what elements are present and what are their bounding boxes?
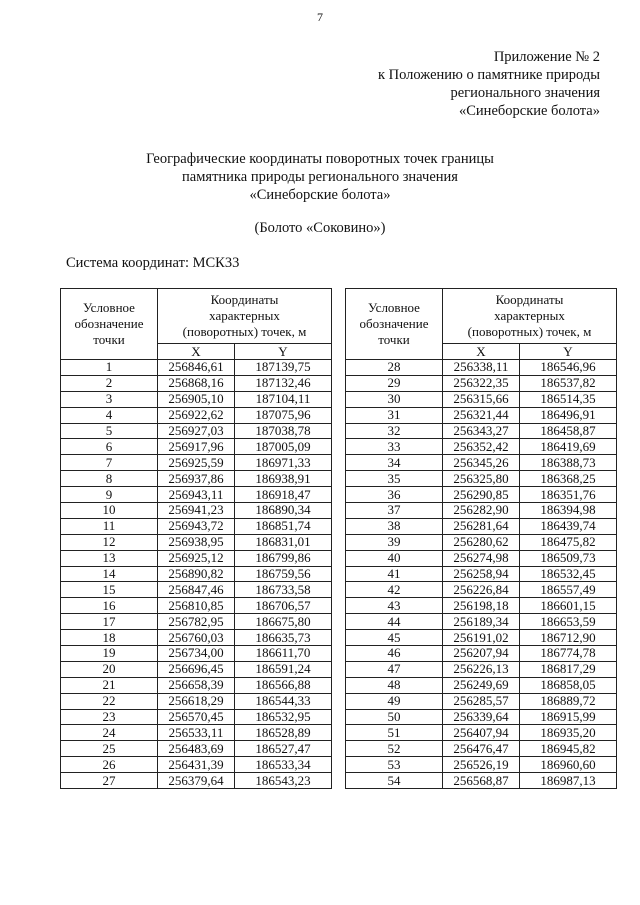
x-coordinate-cell: 256226,84	[443, 582, 520, 598]
point-header	[346, 289, 443, 360]
y-coordinate-cell: 186546,96	[520, 360, 617, 376]
y-coordinate-cell: 186557,49	[520, 582, 617, 598]
x-coordinate-cell: 256696,45	[158, 661, 235, 677]
x-coordinate-cell: 256274,98	[443, 550, 520, 566]
x-coordinate-cell: 256868,16	[158, 375, 235, 391]
coordinates-table-left	[60, 288, 332, 789]
point-number-cell: 20	[61, 661, 158, 677]
y-coordinate-cell: 186759,56	[235, 566, 332, 582]
point-number-cell: 31	[346, 407, 443, 423]
y-coordinate-cell: 186889,72	[520, 693, 617, 709]
table-row	[346, 614, 617, 630]
point-number-cell: 37	[346, 503, 443, 519]
point-number-cell: 24	[61, 725, 158, 741]
point-number-cell: 16	[61, 598, 158, 614]
table-row	[61, 550, 332, 566]
x-coordinate-cell: 256526,19	[443, 757, 520, 773]
header-line: точки	[378, 332, 410, 347]
y-coordinate-cell: 187104,11	[235, 391, 332, 407]
title-line: памятника природы регионального значения	[182, 169, 458, 185]
point-number-cell: 40	[346, 550, 443, 566]
y-coordinate-cell: 186368,25	[520, 471, 617, 487]
point-number-cell: 18	[61, 630, 158, 646]
table-row	[346, 534, 617, 550]
point-number-cell: 43	[346, 598, 443, 614]
x-coordinate-cell: 256937,86	[158, 471, 235, 487]
point-number-cell: 4	[61, 407, 158, 423]
y-coordinate-cell: 186532,45	[520, 566, 617, 582]
y-coordinate-cell: 186532,95	[235, 709, 332, 725]
y-coordinate-cell: 186528,89	[235, 725, 332, 741]
point-number-cell: 27	[61, 773, 158, 789]
table-row	[61, 661, 332, 677]
x-header: X	[158, 344, 235, 360]
point-number-cell: 47	[346, 661, 443, 677]
header-line: характерных	[209, 308, 280, 323]
x-coordinate-cell: 256847,46	[158, 582, 235, 598]
y-header: Y	[235, 344, 332, 360]
appendix-line: «Синеборские болота»	[459, 103, 600, 119]
point-number-cell: 34	[346, 455, 443, 471]
x-coordinate-cell: 256226,13	[443, 661, 520, 677]
document-subtitle: (Болото «Соковино»)	[254, 220, 386, 236]
y-coordinate-cell: 186706,57	[235, 598, 332, 614]
table-row	[346, 757, 617, 773]
y-coordinate-cell: 186831,01	[235, 534, 332, 550]
x-coordinate-cell: 256846,61	[158, 360, 235, 376]
table-row	[346, 566, 617, 582]
table-row	[61, 566, 332, 582]
table-row	[61, 709, 332, 725]
point-number-cell: 30	[346, 391, 443, 407]
header-line: Условное	[368, 300, 420, 315]
y-coordinate-cell: 186533,34	[235, 757, 332, 773]
y-coordinate-cell: 186394,98	[520, 503, 617, 519]
y-coordinate-cell: 186774,78	[520, 646, 617, 662]
point-number-cell: 2	[61, 375, 158, 391]
x-coordinate-cell: 256249,69	[443, 677, 520, 693]
x-coordinate-cell: 256483,69	[158, 741, 235, 757]
table-row	[346, 661, 617, 677]
y-coordinate-cell: 186675,80	[235, 614, 332, 630]
point-number-cell: 22	[61, 693, 158, 709]
x-coordinate-cell: 256338,11	[443, 360, 520, 376]
point-number-cell: 51	[346, 725, 443, 741]
title-line: Географические координаты поворотных точек границы	[146, 151, 494, 167]
point-number-cell: 23	[61, 709, 158, 725]
table-row	[346, 439, 617, 455]
page-number: 7	[317, 10, 323, 24]
y-coordinate-cell: 187038,78	[235, 423, 332, 439]
y-coordinate-cell: 186915,99	[520, 709, 617, 725]
x-coordinate-cell: 256325,80	[443, 471, 520, 487]
table-row	[61, 360, 332, 376]
x-coordinate-cell: 256568,87	[443, 773, 520, 789]
header-line: характерных	[494, 308, 565, 323]
point-number-cell: 6	[61, 439, 158, 455]
table-row	[61, 375, 332, 391]
y-coordinate-cell: 186938,91	[235, 471, 332, 487]
table-row	[346, 725, 617, 741]
point-number-cell: 21	[61, 677, 158, 693]
point-number-cell: 5	[61, 423, 158, 439]
x-coordinate-cell: 256379,64	[158, 773, 235, 789]
y-coordinate-cell: 187139,75	[235, 360, 332, 376]
x-coordinate-cell: 256927,03	[158, 423, 235, 439]
table-row	[61, 407, 332, 423]
y-coordinate-cell: 186543,23	[235, 773, 332, 789]
x-coordinate-cell: 256345,26	[443, 455, 520, 471]
header-line: (поворотных) точек, м	[182, 324, 307, 339]
y-coordinate-cell: 187005,09	[235, 439, 332, 455]
table-row	[346, 407, 617, 423]
table-row	[346, 471, 617, 487]
x-coordinate-cell: 256943,72	[158, 518, 235, 534]
y-coordinate-cell: 186388,73	[520, 455, 617, 471]
header-line: обозначение	[74, 316, 144, 331]
x-coordinate-cell: 256658,39	[158, 677, 235, 693]
x-coordinate-cell: 256943,11	[158, 487, 235, 503]
table-row	[346, 391, 617, 407]
table-row	[346, 423, 617, 439]
table-row	[61, 693, 332, 709]
y-header: Y	[520, 344, 617, 360]
y-coordinate-cell: 186351,76	[520, 487, 617, 503]
point-number-cell: 36	[346, 487, 443, 503]
x-coordinate-cell: 256280,62	[443, 534, 520, 550]
point-number-cell: 50	[346, 709, 443, 725]
x-coordinate-cell: 256760,03	[158, 630, 235, 646]
x-coordinate-cell: 256407,94	[443, 725, 520, 741]
table-row	[61, 757, 332, 773]
point-number-cell: 17	[61, 614, 158, 630]
x-coordinate-cell: 256282,90	[443, 503, 520, 519]
point-number-cell: 33	[346, 439, 443, 455]
x-coordinate-cell: 256339,64	[443, 709, 520, 725]
point-number-cell: 12	[61, 534, 158, 550]
x-coordinate-cell: 256315,66	[443, 391, 520, 407]
table-row	[61, 741, 332, 757]
point-number-cell: 29	[346, 375, 443, 391]
y-coordinate-cell: 186971,33	[235, 455, 332, 471]
point-number-cell: 35	[346, 471, 443, 487]
y-coordinate-cell: 186496,91	[520, 407, 617, 423]
header-line: Координаты	[495, 292, 564, 307]
y-coordinate-cell: 186858,05	[520, 677, 617, 693]
point-number-cell: 48	[346, 677, 443, 693]
point-number-cell: 53	[346, 757, 443, 773]
x-coordinate-cell: 256618,29	[158, 693, 235, 709]
table-row	[346, 630, 617, 646]
table-row	[346, 518, 617, 534]
document-title	[0, 150, 640, 204]
y-coordinate-cell: 186960,60	[520, 757, 617, 773]
x-coordinate-cell: 256290,85	[443, 487, 520, 503]
header-line: обозначение	[359, 316, 429, 331]
point-number-cell: 26	[61, 757, 158, 773]
point-number-cell: 28	[346, 360, 443, 376]
appendix-line: к Положению о памятнике природы	[377, 67, 600, 83]
x-coordinate-cell: 256905,10	[158, 391, 235, 407]
table-row	[346, 598, 617, 614]
header-line: Координаты	[210, 292, 279, 307]
point-number-cell: 32	[346, 423, 443, 439]
point-number-cell: 19	[61, 646, 158, 662]
table-row	[346, 360, 617, 376]
y-coordinate-cell: 186527,47	[235, 741, 332, 757]
table-row	[61, 471, 332, 487]
table-row	[61, 439, 332, 455]
point-number-cell: 15	[61, 582, 158, 598]
y-coordinate-cell: 186799,86	[235, 550, 332, 566]
point-number-cell: 52	[346, 741, 443, 757]
y-coordinate-cell: 186733,58	[235, 582, 332, 598]
coordinates-header	[443, 289, 617, 344]
table-row	[346, 741, 617, 757]
coordinates-header	[158, 289, 332, 344]
point-number-cell: 7	[61, 455, 158, 471]
y-coordinate-cell: 186611,70	[235, 646, 332, 662]
x-coordinate-cell: 256343,27	[443, 423, 520, 439]
x-coordinate-cell: 256890,82	[158, 566, 235, 582]
y-coordinate-cell: 186890,34	[235, 503, 332, 519]
y-coordinate-cell: 186419,69	[520, 439, 617, 455]
y-coordinate-cell: 186475,82	[520, 534, 617, 550]
y-coordinate-cell: 186544,33	[235, 693, 332, 709]
table-row	[346, 677, 617, 693]
y-coordinate-cell: 186514,35	[520, 391, 617, 407]
appendix-line: регионального значения	[450, 85, 600, 101]
point-number-cell: 14	[61, 566, 158, 582]
x-header: X	[443, 344, 520, 360]
x-coordinate-cell: 256198,18	[443, 598, 520, 614]
point-number-cell: 8	[61, 471, 158, 487]
point-header	[61, 289, 158, 360]
coordinate-system: Система координат: МСК33	[66, 255, 240, 271]
y-coordinate-cell: 186712,90	[520, 630, 617, 646]
y-coordinate-cell: 186987,13	[520, 773, 617, 789]
y-coordinate-cell: 186653,59	[520, 614, 617, 630]
y-coordinate-cell: 186851,74	[235, 518, 332, 534]
x-coordinate-cell: 256570,45	[158, 709, 235, 725]
y-coordinate-cell: 186439,74	[520, 518, 617, 534]
point-number-cell: 10	[61, 503, 158, 519]
y-coordinate-cell: 187075,96	[235, 407, 332, 423]
y-coordinate-cell: 186817,29	[520, 661, 617, 677]
y-coordinate-cell: 186945,82	[520, 741, 617, 757]
x-coordinate-cell: 256938,95	[158, 534, 235, 550]
x-coordinate-cell: 256734,00	[158, 646, 235, 662]
table-row	[346, 693, 617, 709]
point-number-cell: 9	[61, 487, 158, 503]
x-coordinate-cell: 256191,02	[443, 630, 520, 646]
header-line: Условное	[83, 300, 135, 315]
x-coordinate-cell: 256782,95	[158, 614, 235, 630]
point-number-cell: 39	[346, 534, 443, 550]
x-coordinate-cell: 256258,94	[443, 566, 520, 582]
x-coordinate-cell: 256285,57	[443, 693, 520, 709]
table-row	[61, 677, 332, 693]
x-coordinate-cell: 256322,35	[443, 375, 520, 391]
x-coordinate-cell: 256925,12	[158, 550, 235, 566]
point-number-cell: 25	[61, 741, 158, 757]
y-coordinate-cell: 186935,20	[520, 725, 617, 741]
x-coordinate-cell: 256476,47	[443, 741, 520, 757]
table-row	[61, 534, 332, 550]
table-row	[61, 391, 332, 407]
point-number-cell: 13	[61, 550, 158, 566]
table-row	[61, 455, 332, 471]
table-row	[346, 375, 617, 391]
x-coordinate-cell: 256917,96	[158, 439, 235, 455]
table-row	[346, 773, 617, 789]
header-line: точки	[93, 332, 125, 347]
y-coordinate-cell: 186509,73	[520, 550, 617, 566]
y-coordinate-cell: 186601,15	[520, 598, 617, 614]
table-row	[61, 598, 332, 614]
table-row	[346, 455, 617, 471]
point-number-cell: 44	[346, 614, 443, 630]
coordinates-table-right	[345, 288, 617, 789]
x-coordinate-cell: 256352,42	[443, 439, 520, 455]
table-row	[61, 646, 332, 662]
x-coordinate-cell: 256922,62	[158, 407, 235, 423]
point-number-cell: 11	[61, 518, 158, 534]
table-row	[61, 725, 332, 741]
point-number-cell: 41	[346, 566, 443, 582]
table-row	[346, 503, 617, 519]
table-row	[346, 646, 617, 662]
appendix-reference	[378, 48, 600, 120]
table-row	[61, 582, 332, 598]
y-coordinate-cell: 186918,47	[235, 487, 332, 503]
x-coordinate-cell: 256533,11	[158, 725, 235, 741]
appendix-line: Приложение № 2	[493, 49, 600, 65]
point-number-cell: 42	[346, 582, 443, 598]
x-coordinate-cell: 256207,94	[443, 646, 520, 662]
table-row	[61, 423, 332, 439]
y-coordinate-cell: 186537,82	[520, 375, 617, 391]
y-coordinate-cell: 186591,24	[235, 661, 332, 677]
table-row	[61, 614, 332, 630]
y-coordinate-cell: 187132,46	[235, 375, 332, 391]
point-number-cell: 1	[61, 360, 158, 376]
x-coordinate-cell: 256810,85	[158, 598, 235, 614]
x-coordinate-cell: 256431,39	[158, 757, 235, 773]
table-row	[61, 487, 332, 503]
table-row	[61, 773, 332, 789]
x-coordinate-cell: 256321,44	[443, 407, 520, 423]
point-number-cell: 38	[346, 518, 443, 534]
table-row	[61, 503, 332, 519]
point-number-cell: 54	[346, 773, 443, 789]
y-coordinate-cell: 186566,88	[235, 677, 332, 693]
table-row	[346, 550, 617, 566]
point-number-cell: 46	[346, 646, 443, 662]
point-number-cell: 49	[346, 693, 443, 709]
x-coordinate-cell: 256925,59	[158, 455, 235, 471]
table-row	[346, 487, 617, 503]
x-coordinate-cell: 256941,23	[158, 503, 235, 519]
x-coordinate-cell: 256281,64	[443, 518, 520, 534]
title-line: «Синеборские болота»	[249, 187, 391, 203]
table-row	[61, 630, 332, 646]
table-row	[61, 518, 332, 534]
table-row	[346, 709, 617, 725]
header-line: (поворотных) точек, м	[467, 324, 592, 339]
point-number-cell: 3	[61, 391, 158, 407]
point-number-cell: 45	[346, 630, 443, 646]
table-row	[346, 582, 617, 598]
y-coordinate-cell: 186458,87	[520, 423, 617, 439]
x-coordinate-cell: 256189,34	[443, 614, 520, 630]
y-coordinate-cell: 186635,73	[235, 630, 332, 646]
